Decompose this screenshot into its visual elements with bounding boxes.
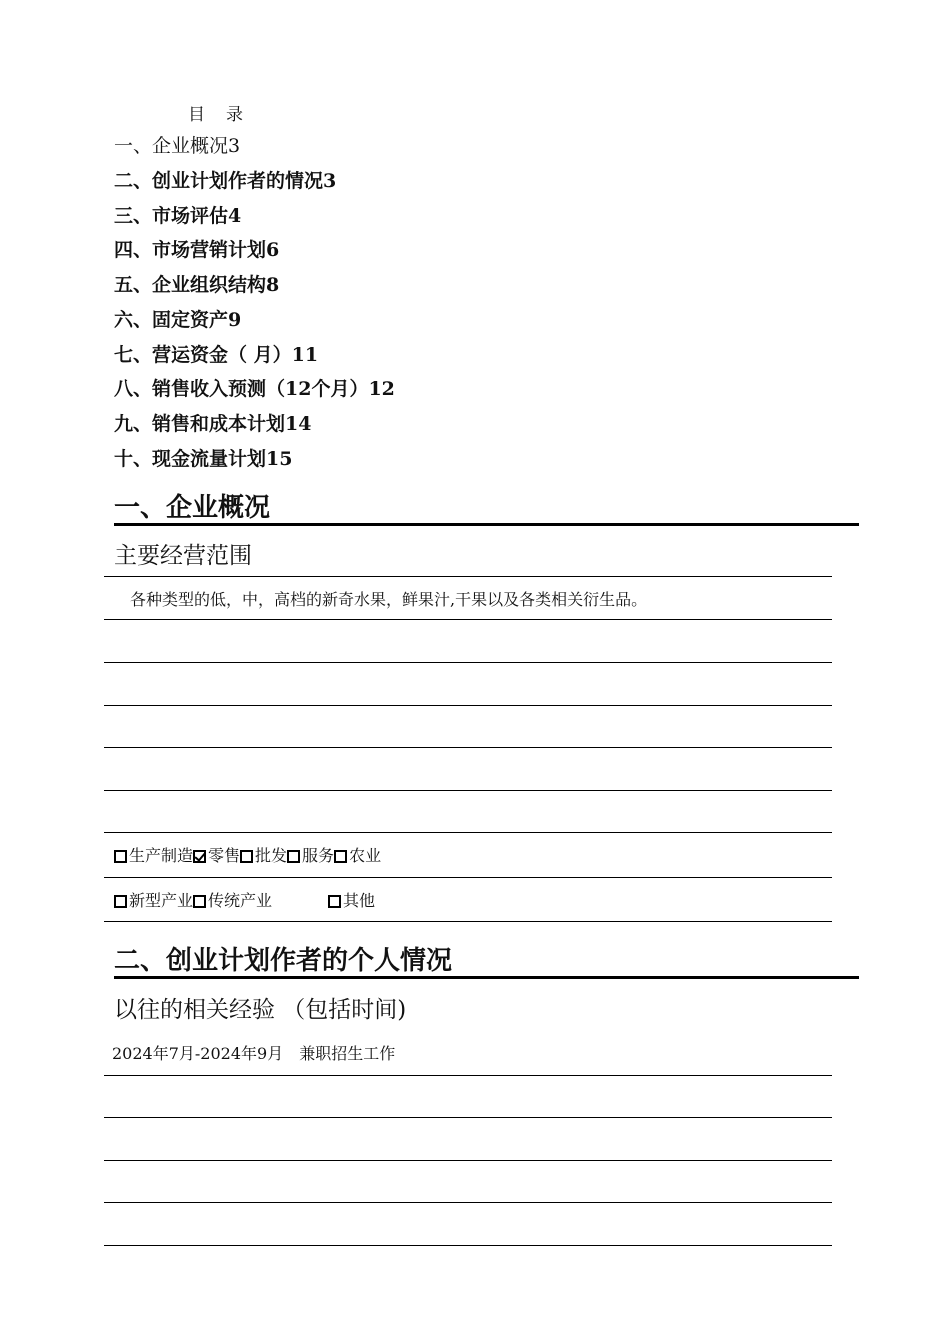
line-rule bbox=[104, 576, 832, 577]
toc-title: 目 录 bbox=[188, 105, 245, 125]
toc-item-10[interactable]: 十、现金流量计划15 bbox=[114, 448, 293, 470]
toc-item-8[interactable]: 八、销售收入预测（12个月）12 bbox=[114, 378, 395, 400]
toc-item-5[interactable]: 五、企业组织结构8 bbox=[114, 274, 280, 296]
category-row-2 bbox=[114, 890, 375, 912]
checkbox-icon[interactable] bbox=[287, 850, 300, 863]
section2-heading: 二、创业计划作者的个人情况 bbox=[114, 946, 453, 976]
line-rule bbox=[104, 619, 832, 620]
line-rule bbox=[104, 1117, 832, 1118]
line-rule bbox=[104, 832, 832, 833]
checkbox-icon[interactable] bbox=[193, 895, 206, 908]
line-rule bbox=[104, 877, 832, 878]
checkbox-icon[interactable] bbox=[114, 895, 127, 908]
toc-item-7[interactable]: 七、营运资金（ 月）11 bbox=[114, 344, 319, 366]
section2-subheading: 以往的相关经验 （包括时间) bbox=[114, 997, 407, 1023]
toc-item-4[interactable]: 四、市场营销计划6 bbox=[114, 239, 280, 261]
category-agriculture[interactable]: 农业 bbox=[334, 845, 381, 867]
line-rule bbox=[104, 705, 832, 706]
section1-heading: 一、企业概况 bbox=[114, 493, 271, 523]
line-rule bbox=[104, 921, 832, 922]
checkbox-icon[interactable] bbox=[114, 850, 127, 863]
category-row-1 bbox=[114, 845, 381, 867]
category-traditional-industry[interactable]: 传统产业 bbox=[193, 890, 272, 912]
checkbox-icon[interactable] bbox=[240, 850, 253, 863]
toc-item-3[interactable]: 三、市场评估4 bbox=[114, 205, 242, 227]
checkbox-icon[interactable] bbox=[334, 850, 347, 863]
category-other[interactable]: 其他 bbox=[328, 890, 375, 912]
line-rule bbox=[104, 747, 832, 748]
category-manufacturing[interactable]: 生产制造 bbox=[114, 845, 193, 867]
line-rule bbox=[104, 790, 832, 791]
line-rule bbox=[104, 1075, 832, 1076]
category-wholesale[interactable]: 批发 bbox=[240, 845, 287, 867]
checkbox-icon[interactable] bbox=[328, 895, 341, 908]
section1-subheading: 主要经营范围 bbox=[114, 543, 252, 569]
category-new-industry[interactable]: 新型产业 bbox=[114, 890, 193, 912]
section2-divider bbox=[114, 976, 859, 979]
line-rule bbox=[104, 662, 832, 663]
line-rule bbox=[104, 1245, 832, 1246]
checkbox-checked-icon[interactable] bbox=[193, 850, 206, 863]
experience-text[interactable]: 2024年7月-2024年9月 兼职招生工作 bbox=[112, 1044, 396, 1063]
toc-item-1[interactable]: 一、企业概况3 bbox=[114, 135, 241, 157]
line-rule bbox=[104, 1160, 832, 1161]
toc-item-2[interactable]: 二、创业计划作者的情况3 bbox=[114, 170, 337, 192]
category-service[interactable]: 服务 bbox=[287, 845, 334, 867]
line-rule bbox=[104, 1202, 832, 1203]
toc-item-9[interactable]: 九、销售和成本计划14 bbox=[114, 413, 312, 435]
section1-divider bbox=[114, 523, 859, 526]
category-retail[interactable]: 零售 bbox=[193, 845, 240, 867]
toc-item-6[interactable]: 六、固定资产9 bbox=[114, 309, 242, 331]
business-scope-text[interactable]: 各种类型的低，中，高档的新奇水果，鲜果汁,干果以及各类相关衍生品。 bbox=[130, 590, 648, 609]
